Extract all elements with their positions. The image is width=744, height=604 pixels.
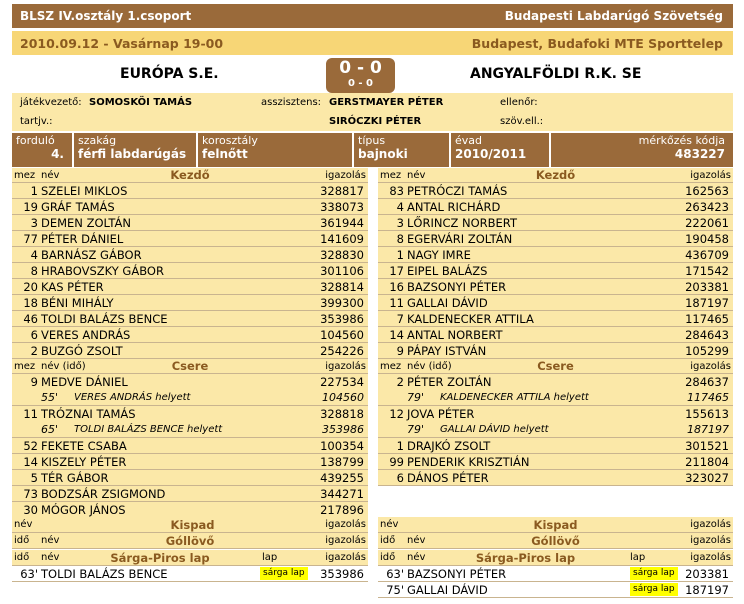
player-name: KISZELY PÉTER [41, 455, 127, 469]
card-minute: 63' [386, 567, 404, 581]
player-name: GRÁF TAMÁS [41, 200, 115, 214]
player-name: PETRÓCZI TAMÁS [407, 184, 508, 198]
match-code-value: 483227 [674, 147, 725, 161]
bench-player-row [12, 486, 368, 502]
license-id: 344271 [320, 487, 364, 501]
id-header: igazolás [690, 519, 731, 530]
match-code-label: mérkőzés kódja [638, 134, 725, 147]
shirt-number: 8 [30, 264, 38, 278]
type-label: típus [358, 134, 386, 147]
referee-label: játékvezető: [20, 97, 82, 108]
time-header: idő [14, 552, 30, 563]
id-header: igazolás [690, 361, 731, 372]
license-id: 353986 [320, 567, 364, 581]
player-name: BODZSÁR ZSIGMOND [41, 487, 166, 501]
match-venue: Budapest, Budafoki MTE Sporttelep [471, 35, 723, 51]
shirt-number: 11 [23, 407, 38, 421]
id-header: igazolás [325, 519, 366, 530]
sub-minute: 55' [41, 391, 59, 404]
branch-cell [74, 133, 198, 167]
shirt-number: 17 [389, 264, 404, 278]
player-row [378, 247, 733, 263]
license-id: 436709 [685, 248, 729, 262]
bench-player-row [12, 502, 368, 518]
home-team-name: EURÓPA S.E. [120, 66, 219, 82]
license-id: 211804 [685, 455, 729, 469]
bench-title-left: Kispad [170, 518, 215, 532]
license-id: 138799 [320, 455, 364, 469]
reserve-label: tartjv.: [20, 116, 53, 127]
player-name: TOLDI BALÁZS BENCE [41, 312, 168, 326]
home-lineup [12, 168, 368, 518]
license-id: 187197 [685, 296, 729, 310]
player-row [378, 199, 733, 215]
away-scorers-header [378, 533, 733, 549]
id-header: igazolás [690, 170, 731, 181]
card-header: lap [262, 552, 278, 563]
sub-minute: 65' [41, 423, 59, 436]
replaced-player: VERES ANDRÁS helyett [74, 392, 191, 403]
away-starters-list [378, 183, 733, 359]
player-name: ANTAL RICHÁRD [407, 200, 501, 214]
home-scorers-header [12, 533, 368, 549]
starters-title: Kezdő [170, 168, 210, 182]
player-name: PÉTER ZOLTÁN [407, 375, 492, 389]
bench-player-row [378, 454, 733, 470]
card-row [378, 582, 733, 598]
player-name: DÁNOS PÉTER [407, 471, 489, 485]
player-row [12, 183, 368, 199]
substitution-row [12, 406, 368, 438]
branch-value: férfi labdarúgás [78, 147, 187, 161]
replaced-license-id: 104560 [322, 391, 364, 404]
shirt-number: 3 [396, 216, 404, 230]
player-row [12, 263, 368, 279]
shirt-number: 18 [23, 296, 38, 310]
id-header: igazolás [690, 535, 731, 546]
player-row [378, 183, 733, 199]
home-starters-header [12, 168, 368, 183]
name-header: név [14, 519, 33, 530]
controller-label: ellenőr: [500, 97, 538, 108]
card-row [12, 566, 368, 582]
player-row [12, 231, 368, 247]
player-name: TRÓZNAI TAMÁS [41, 407, 136, 421]
player-row [12, 199, 368, 215]
federation-title: Budapesti Labdarúgó Szövetség [504, 9, 723, 23]
id-header: igazolás [325, 170, 366, 181]
player-name: BÉNI MIHÁLY [41, 296, 114, 310]
sub-minute: 79' [407, 423, 425, 436]
league-title: BLSZ IV.osztály 1.csoport [20, 9, 192, 23]
away-bench-header [378, 517, 733, 533]
mez-header: mez [14, 361, 36, 372]
license-id: 203381 [685, 567, 729, 581]
bench-title: Kispad [533, 518, 578, 532]
officials-panel [12, 93, 733, 131]
player-row [12, 279, 368, 295]
license-id: 338073 [320, 200, 364, 214]
shirt-number: 7 [396, 312, 404, 326]
sub-player-line [12, 406, 368, 422]
license-id: 155613 [685, 407, 729, 421]
type-value: bajnoki [358, 147, 408, 161]
shirt-number: 5 [30, 471, 38, 485]
shirt-number: 3 [30, 216, 38, 230]
season-value: 2010/2011 [455, 147, 527, 161]
scorers-title: Góllövő [165, 534, 215, 548]
license-id: 254226 [320, 344, 364, 358]
player-row [12, 311, 368, 327]
shirt-number: 46 [23, 312, 38, 326]
home-subs-list [12, 374, 368, 518]
home-subs-header [12, 359, 368, 374]
player-name: EIPEL BALÁZS [407, 264, 488, 278]
player-name: PÁPAY ISTVÁN [407, 344, 487, 358]
bench-player-row [12, 438, 368, 454]
license-id: 399300 [320, 296, 364, 310]
replaced-player: TOLDI BALÁZS BENCE helyett [74, 424, 223, 435]
license-id: 353986 [320, 312, 364, 326]
yellow-card-badge: sárga lap [630, 583, 678, 596]
referee-name: SOMOSKÖI TAMÁS [89, 97, 193, 108]
shirt-number: 1 [30, 184, 38, 198]
shirt-number: 14 [23, 455, 38, 469]
shirt-number: 16 [389, 280, 404, 294]
header-bar [12, 4, 733, 28]
substitution-row [378, 374, 733, 406]
license-id: 323027 [685, 471, 729, 485]
name-header: név [41, 170, 60, 181]
time-header: idő [380, 552, 396, 563]
cards-title: Sárga-Piros lap [475, 551, 576, 565]
shirt-number: 1 [396, 439, 404, 453]
away-subs-list [378, 374, 733, 486]
time-header: idő [14, 535, 30, 546]
player-name: BUZGÓ ZSOLT [41, 344, 123, 358]
shirt-number: 8 [396, 232, 404, 246]
branch-label: szakág [78, 134, 117, 147]
replaced-player: KALDENECKER ATTILA helyett [440, 392, 589, 403]
player-name: SZELEI MIKLOS [41, 184, 128, 198]
mez-header: mez [14, 170, 36, 181]
card-minute: 63' [20, 567, 38, 581]
teams-row [12, 57, 733, 93]
halftime-score: 0 - 0 [347, 78, 374, 89]
player-name: GALLAI DÁVID [407, 296, 488, 310]
license-id: 361944 [320, 216, 364, 230]
match-date: 2010.09.12 - Vasárnap 19-00 [20, 35, 224, 51]
license-id: 222061 [685, 216, 729, 230]
shirt-number: 4 [396, 200, 404, 214]
player-name: BAZSONYI PÉTER [407, 567, 507, 581]
subs-title: Csere [171, 359, 209, 373]
license-id: 227534 [320, 375, 364, 389]
id-header: igazolás [325, 552, 366, 563]
card-header: lap [630, 552, 646, 563]
date-venue-bar [12, 31, 733, 55]
cards-title: Sárga-Piros lap [110, 551, 210, 565]
season-label: évad [455, 134, 483, 147]
player-name: PENDERIK KRISZTIÁN [407, 455, 530, 469]
away-cards-list [378, 566, 733, 598]
name-time-header: név (idő) [407, 361, 452, 372]
license-id: 141609 [320, 232, 364, 246]
player-name: FEKETE CSABA [41, 439, 127, 453]
player-row [12, 295, 368, 311]
license-id: 105299 [685, 344, 729, 358]
replaced-license-id: 187197 [687, 423, 729, 436]
replacement-line [12, 422, 368, 438]
replaced-player: GALLAI DÁVID helyett [440, 424, 549, 435]
license-id: 301106 [320, 264, 364, 278]
player-row [378, 263, 733, 279]
player-row [378, 231, 733, 247]
bench-player-row [12, 454, 368, 470]
round-value: 4. [51, 147, 64, 161]
replacement-line [378, 422, 733, 438]
player-row [12, 247, 368, 263]
player-row [12, 343, 368, 359]
player-name: TOLDI BALÁZS BENCE [41, 567, 168, 581]
player-name: KAS PÉTER [41, 280, 104, 294]
player-name: DRAJKÓ ZSOLT [407, 439, 491, 453]
home-starters-list [12, 183, 368, 359]
shirt-number: 83 [389, 184, 404, 198]
player-name: MÓGOR JÁNOS [41, 503, 126, 517]
bench-player-row [378, 470, 733, 486]
sub-player-line [378, 406, 733, 422]
player-row [378, 279, 733, 295]
yellow-card-badge: sárga lap [630, 567, 678, 580]
shirt-number: 20 [23, 280, 38, 294]
home-cards-list [12, 566, 368, 582]
mez-header: mez [380, 361, 402, 372]
license-id: 328818 [320, 407, 364, 421]
card-minute: 75' [386, 583, 404, 597]
final-score: 0 - 0 [339, 58, 382, 78]
home-bench-header [12, 517, 368, 533]
name-header: név [41, 535, 60, 546]
license-id: 439255 [320, 471, 364, 485]
shirt-number: 73 [23, 487, 38, 501]
shirt-number: 99 [389, 455, 404, 469]
shirt-number: 30 [23, 503, 38, 517]
id-header: igazolás [325, 535, 366, 546]
shirt-number: 9 [30, 375, 38, 389]
shirt-number: 2 [30, 344, 38, 358]
player-row [378, 215, 733, 231]
type-cell [354, 133, 451, 167]
time-header: idő [380, 535, 396, 546]
away-cards-header [378, 550, 733, 566]
name-header: név [380, 519, 399, 530]
player-row [378, 311, 733, 327]
license-id: 328830 [320, 248, 364, 262]
player-name: BARNÁSZ GÁBOR [41, 248, 142, 262]
round-label: forduló [16, 134, 55, 147]
shirt-number: 2 [396, 375, 404, 389]
away-starters-header [378, 168, 733, 183]
card-row [378, 566, 733, 582]
license-id: 284643 [685, 328, 729, 342]
replaced-license-id: 117465 [687, 391, 729, 404]
player-name: BAZSONYI PÉTER [407, 280, 507, 294]
mez-header: mez [380, 170, 402, 181]
license-id: 217896 [320, 503, 364, 517]
sub-player-line [378, 374, 733, 390]
association-controller-label: szöv.ell.: [500, 116, 544, 127]
round-cell [12, 133, 74, 167]
away-subs-header [378, 359, 733, 374]
shirt-number: 6 [30, 328, 38, 342]
shirt-number: 14 [389, 328, 404, 342]
player-name: PÉTER DÁNIEL [41, 232, 124, 246]
shirt-number: 77 [23, 232, 38, 246]
sub-minute: 79' [407, 391, 425, 404]
license-id: 203381 [685, 280, 729, 294]
player-name: EGERVÁRI ZOLTÁN [407, 232, 513, 246]
player-name: VERES ANDRÁS [41, 328, 131, 342]
name-header: név [407, 552, 426, 563]
player-name: HRABOVSZKY GÁBOR [41, 264, 164, 278]
shirt-number: 11 [389, 296, 404, 310]
assistant-1-name: GERSTMAYER PÉTER [329, 97, 444, 108]
replacement-line [12, 390, 368, 406]
substitution-row [378, 406, 733, 438]
season-cell [451, 133, 551, 167]
scorers-title: Góllövő [531, 534, 580, 548]
starters-title: Kezdő [535, 168, 576, 182]
player-row [378, 327, 733, 343]
license-id: 171542 [685, 264, 729, 278]
shirt-number: 4 [30, 248, 38, 262]
subs-title: Csere [537, 359, 574, 373]
id-header: igazolás [690, 552, 731, 563]
age-value: felnőtt [202, 147, 248, 161]
license-id: 104560 [320, 328, 364, 342]
name-time-header: név (idő) [41, 361, 86, 372]
match-code-cell [551, 133, 733, 167]
player-name: TÉR GÁBOR [41, 471, 109, 485]
player-row [378, 295, 733, 311]
shirt-number: 1 [396, 248, 404, 262]
replaced-license-id: 353986 [322, 423, 364, 436]
player-name: KALDENECKER ATTILA [407, 312, 534, 326]
player-name: NAGY IMRE [407, 248, 471, 262]
player-row [12, 327, 368, 343]
bench-player-row [378, 438, 733, 454]
license-id: 190458 [685, 232, 729, 246]
player-name: ANTAL NORBERT [407, 328, 503, 342]
license-id: 117465 [685, 312, 729, 326]
home-cards-header [12, 550, 368, 566]
player-row [12, 215, 368, 231]
shirt-number: 52 [23, 439, 38, 453]
license-id: 162563 [685, 184, 729, 198]
license-id: 284637 [685, 375, 729, 389]
bench-player-row [12, 470, 368, 486]
shirt-number: 12 [389, 407, 404, 421]
away-lineup [378, 168, 733, 486]
player-name: GALLAI DÁVID [407, 583, 488, 597]
player-name: MEDVE DÁNIEL [41, 375, 128, 389]
player-row [378, 343, 733, 359]
assistant-2-name: SIRÓCZKI PÉTER [329, 116, 422, 127]
license-id: 328817 [320, 184, 364, 198]
license-id: 263423 [685, 200, 729, 214]
license-id: 328814 [320, 280, 364, 294]
away-team-name: ANGYALFÖLDI R.K. SE [470, 66, 642, 82]
license-id: 187197 [685, 583, 729, 597]
player-name: JOVA PÉTER [407, 407, 475, 421]
player-name: DEMEN ZOLTÁN [41, 216, 131, 230]
replacement-line [378, 390, 733, 406]
license-id: 100354 [320, 439, 364, 453]
id-header: igazolás [325, 361, 366, 372]
player-name: LŐRINCZ NORBERT [407, 216, 517, 230]
scoreboard [326, 58, 395, 93]
age-cell [198, 133, 354, 167]
shirt-number: 9 [396, 344, 404, 358]
shirt-number: 19 [23, 200, 38, 214]
age-label: korosztály [202, 134, 258, 147]
match-info-row [12, 133, 733, 167]
shirt-number: 6 [396, 471, 404, 485]
name-header: név [41, 552, 60, 563]
assistants-label: asszisztens: [261, 97, 322, 108]
yellow-card-badge: sárga lap [260, 567, 308, 580]
sub-player-line [12, 374, 368, 390]
name-header: név [407, 535, 426, 546]
substitution-row [12, 374, 368, 406]
license-id: 301521 [685, 439, 729, 453]
name-header: név [407, 170, 426, 181]
